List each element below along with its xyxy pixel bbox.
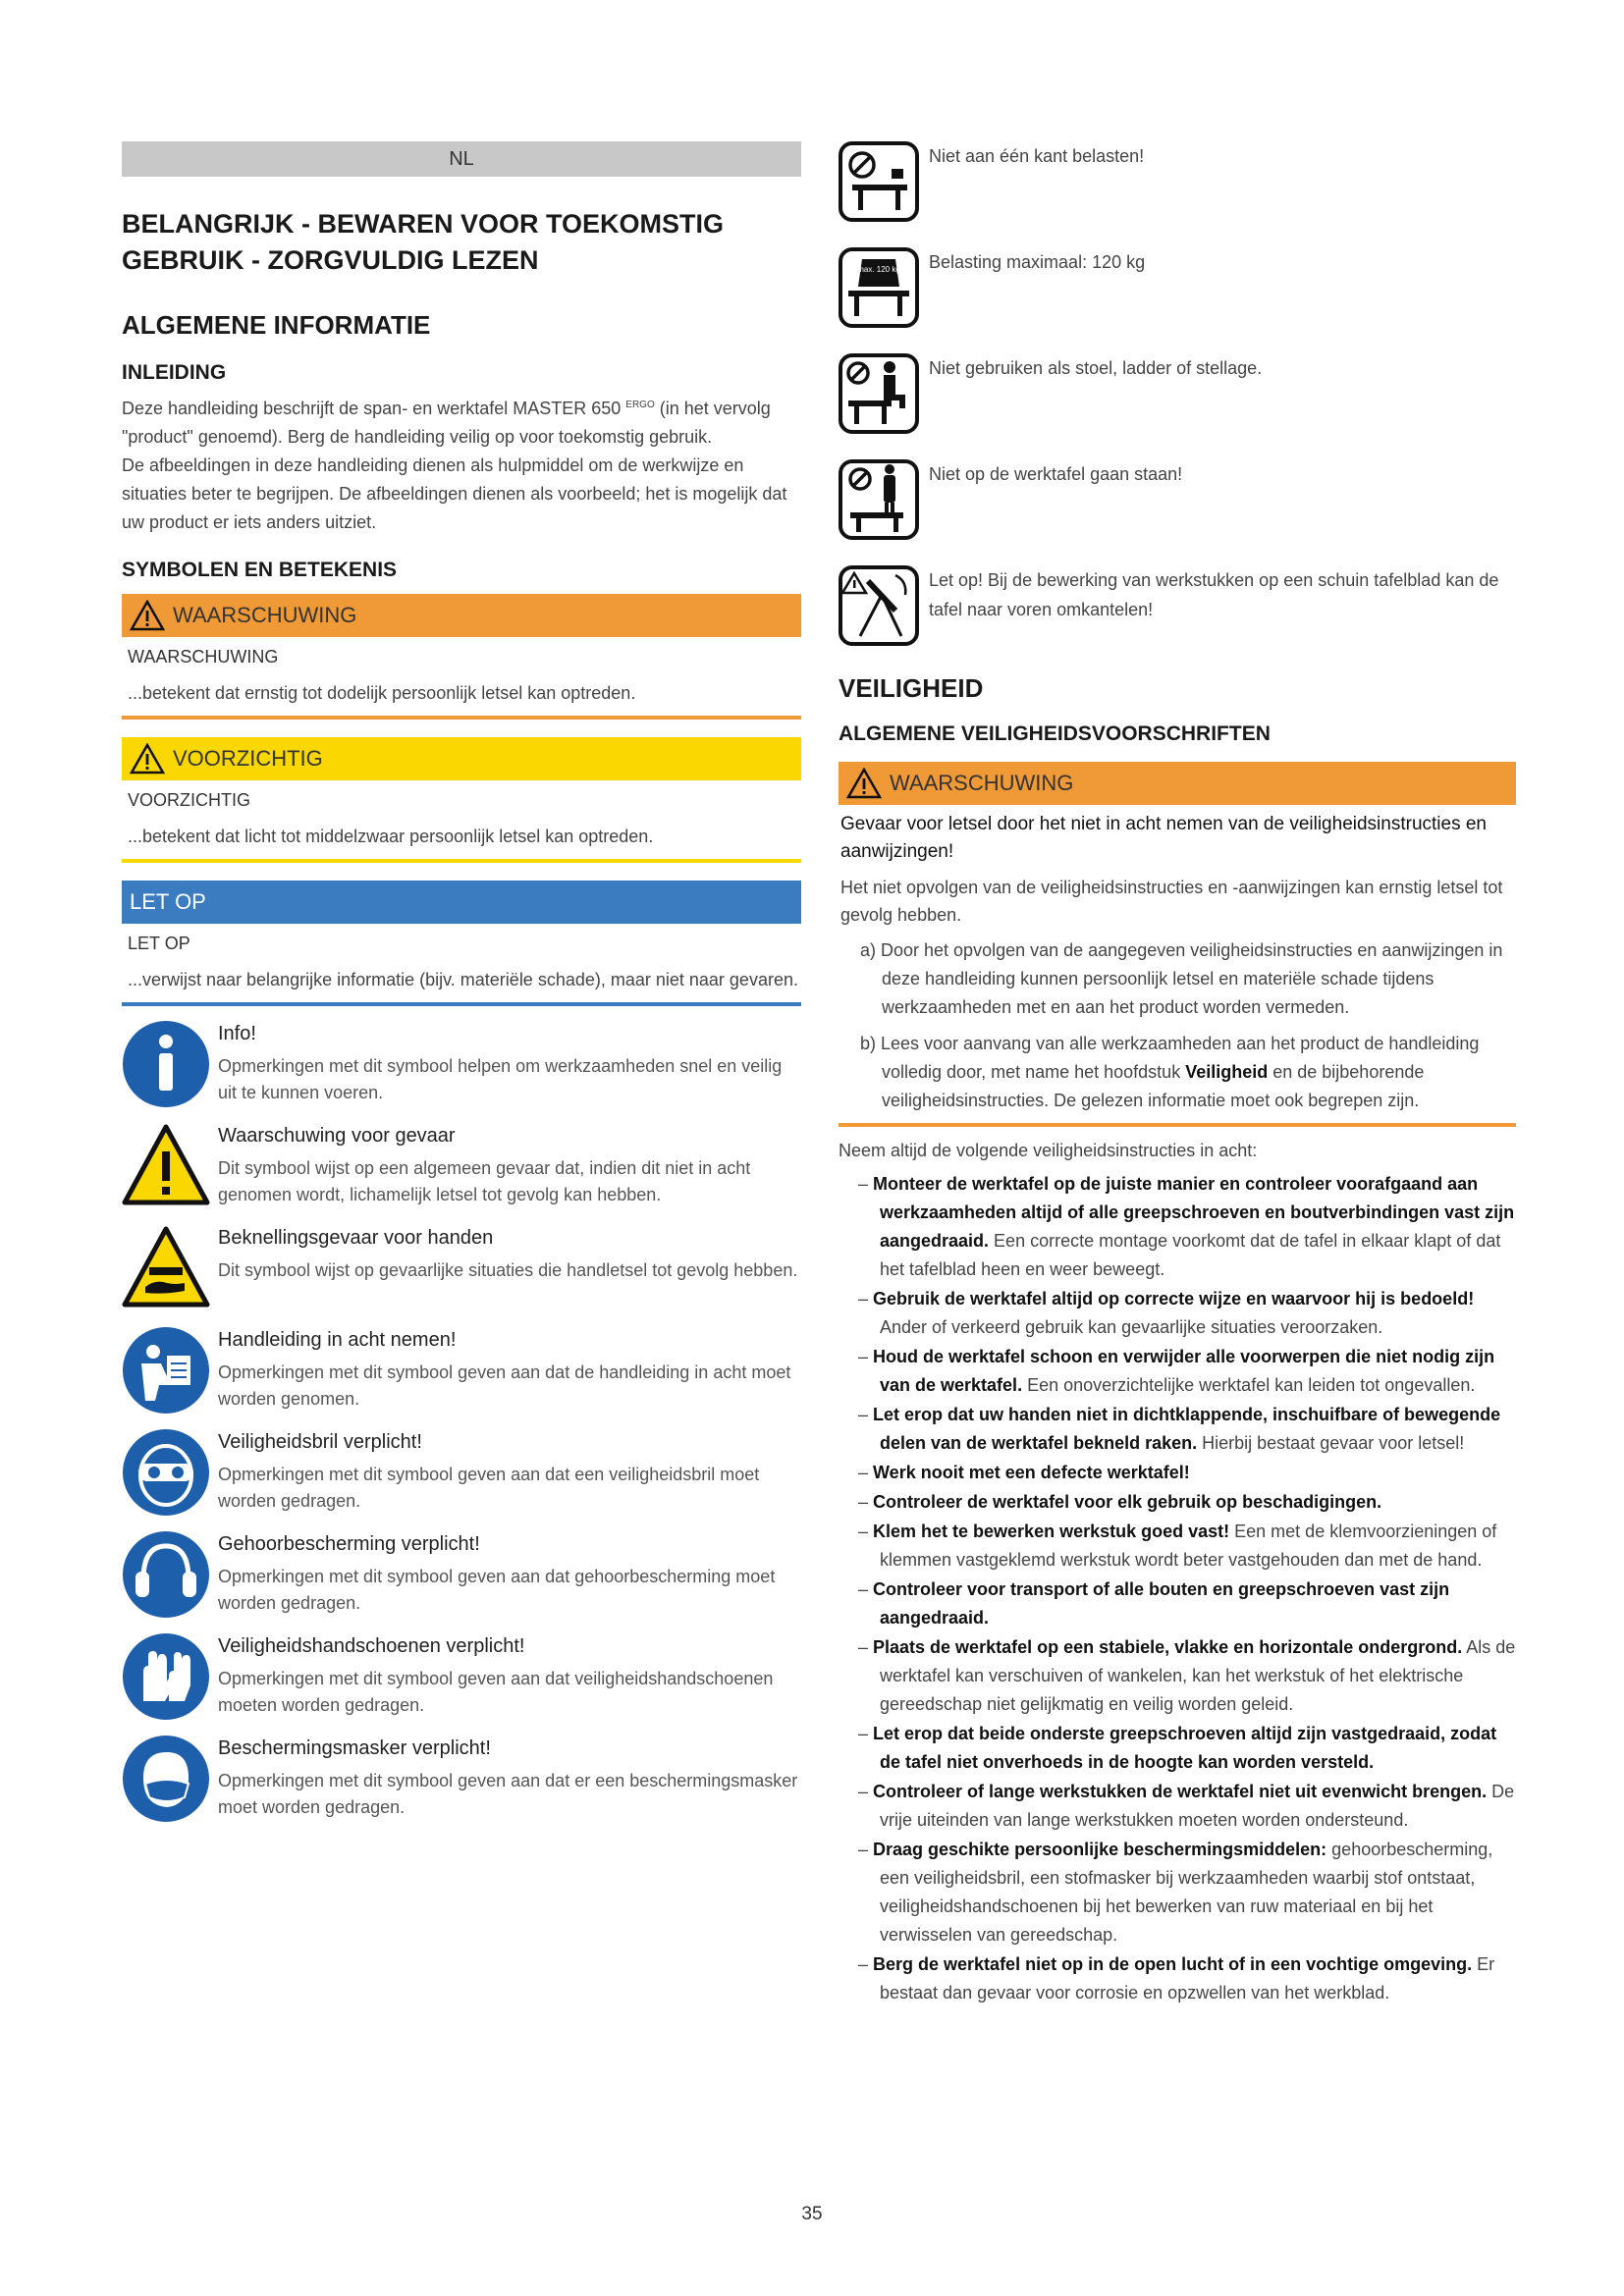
list-item: – Klem het te bewerken werkstuk goed vast! Een met de klemvoorzieningen of klemmen vastgeklemd werkstuk wordt beter vastgehouden dan met de hand. <box>858 1522 1497 1570</box>
safety-intro: Neem altijd de volgende veiligheidsinstructies in acht: <box>839 1141 1258 1160</box>
hazard-description: ...betekent dat ernstig tot dodelijk persoonlijk letsel kan optreden. <box>128 683 636 703</box>
symbol-row <box>122 1224 801 1312</box>
list-item: – Plaats de werktafel op een stabiele, vlakke en horizontale ondergrond. Als de werktafel kan verschuiven of wankelen, kan het werkstuk of het elektrische gereedschap niet gelijkmatig en veilig worden geleid. <box>858 1637 1516 1714</box>
warning-triangle-icon <box>130 743 165 774</box>
table-symbol-text: Niet op de werktafel gaan staan! <box>929 464 1183 484</box>
table-symbol-text: Niet aan één kant belasten! <box>929 146 1145 166</box>
list-item: – Berg de werktafel niet op in de open lucht of in een vochtige omgeving. Er bestaat dan gevaar voor corrosie en opzwellen van het werkblad. <box>858 1954 1495 2002</box>
symbol-title: Veiligheidsbril verplicht! <box>218 1431 422 1453</box>
hazard-label: LET OP <box>130 889 206 914</box>
table-symbol-row <box>839 247 1516 328</box>
list-item: – Werk nooit met een defecte werktafel! <box>858 1463 1190 1482</box>
hazard-sublabel: VOORZICHTIG <box>128 790 250 810</box>
symbol-title: Handleiding in acht nemen! <box>218 1329 457 1351</box>
hazard-bar-caution <box>122 737 801 780</box>
symbol-row <box>122 1326 801 1415</box>
table-symbol-row <box>839 141 1516 222</box>
safety-warning-bar <box>839 762 1516 805</box>
max-load-icon <box>839 247 919 328</box>
safety-warning-paragraph: Het niet opvolgen van de veiligheidsinstructies en -aanwijzingen kan ernstig letsel tot gevolg hebben. <box>840 878 1503 925</box>
intro-heading: INLEIDING <box>122 361 227 384</box>
symbol-row <box>122 1735 801 1823</box>
hazard-label: VOORZICHTIG <box>173 746 323 771</box>
hazard-sublabel: LET OP <box>128 934 190 953</box>
mask-icon <box>122 1735 210 1823</box>
symbol-title: Beknellingsgevaar voor handen <box>218 1227 494 1249</box>
page-number: 35 <box>801 2204 823 2224</box>
hazard-description: ...verwijst naar belangrijke informatie (bijv. materiële schade), maar niet naar gevaren. <box>128 970 798 989</box>
goggles-icon <box>122 1428 210 1517</box>
safety-warning-label: WAARSCHUWING <box>890 771 1074 795</box>
info-icon <box>122 1020 210 1108</box>
symbol-title: Gehoorbescherming verplicht! <box>218 1533 480 1555</box>
manual-icon <box>122 1326 210 1415</box>
list-item: – Monteer de werktafel op de juiste manier en controleer voorafgaand aan werkzaamheden altijd of alle greepschroeven en boutverbindingen vast zijn aangedraaid. Een correcte montage voorkomt dat de tafel in elkaar klapt of dat het tafelblad heen en weer beweegt. <box>858 1174 1515 1279</box>
tilt-warning-icon <box>839 565 919 646</box>
page-title: BELANGRIJK - BEWAREN VOOR TOEKOMSTIG GEBRUIK - ZORGVULDIG LEZEN <box>122 209 725 275</box>
list-item: – Houd de werktafel schoon en verwijder alle voorwerpen die niet nodig zijn van de werktafel. Een onoverzichtelijke werktafel kan leiden tot ongevallen. <box>858 1347 1495 1395</box>
list-item: – Gebruik de werktafel altijd op correcte wijze en waarvoor hij is bedoeld! Ander of verkeerd gebruik kan gevaarlijke situaties veroorzaken. <box>858 1289 1475 1337</box>
list-item: – Let erop dat uw handen niet in dichtklappende, inschuifbare of bewegende delen van de werktafel bekneld raken. Hierbij bestaat gevaar voor letsel! <box>858 1405 1501 1453</box>
warning-icon <box>122 1122 210 1210</box>
symbol-row <box>122 1632 801 1721</box>
hazard-label: WAARSCHUWING <box>173 603 357 627</box>
symbol-description: Opmerkingen met dit symbool helpen om werkzaamheden snel en veilig uit te kunnen voeren. <box>218 1056 783 1102</box>
symbol-description: Opmerkingen met dit symbool geven aan dat veiligheidshandschoenen moeten worden gedragen. <box>218 1669 774 1715</box>
one-side-load-icon <box>839 141 919 222</box>
gloves-icon <box>122 1632 210 1721</box>
list-item: – Controleer voor transport of alle bouten en greepschroeven vast zijn aangedraaid. <box>858 1579 1450 1628</box>
symbol-description: Dit symbool wijst op een algemeen gevaar dat, indien dit niet in acht genomen wordt, lichamelijk letsel tot gevolg kan hebben. <box>218 1158 751 1204</box>
symbol-description: Dit symbool wijst op gevaarlijke situaties die handletsel tot gevolg hebben. <box>218 1260 798 1280</box>
table-symbol-row <box>839 353 1516 434</box>
safety-item-a: a) Door het opvolgen van de aangegeven veiligheidsinstructies en aanwijzingen in deze handleiding kunnen persoonlijk letsel en materiële schade tijdens werkzaamheden met en aan het product worden vermeden. <box>860 940 1503 1017</box>
list-item: – Controleer de werktafel voor elk gebruik op beschadigingen. <box>858 1492 1382 1512</box>
right-column <box>839 141 1516 2008</box>
symbol-row <box>122 1122 801 1210</box>
symbol-row <box>122 1530 801 1619</box>
list-item: – Controleer of lange werkstukken de werktafel niet uit evenwicht brengen. De vrije uiteinden van lange werkstukken moeten worden ondersteund. <box>858 1782 1515 1830</box>
hazard-bar-notice <box>122 881 801 924</box>
list-item: – Let erop dat beide onderste greepschroeven altijd zijn vastgedraaid, zodat de tafel niet onverhoeds in de hoogte kan worden versteld. <box>858 1724 1497 1772</box>
symbol-description: Opmerkingen met dit symbool geven aan dat een veiligheidsbril moet worden gedragen. <box>218 1465 760 1511</box>
table-symbol-row <box>839 459 1516 540</box>
symbol-description: Opmerkingen met dit symbool geven aan dat gehoorbescherming moet worden gedragen. <box>218 1567 776 1613</box>
weight-label: max. 120 kg <box>857 265 900 274</box>
table-symbol-text: Belasting maximaal: 120 kg <box>929 252 1146 272</box>
symbol-title: Waarschuwing voor gevaar <box>218 1125 456 1147</box>
safety-bullet-list <box>839 1170 1516 2007</box>
no-sitting-icon <box>839 353 919 434</box>
hand-crush-icon <box>122 1224 210 1312</box>
symbol-description: Opmerkingen met dit symbool geven aan dat er een beschermingsmasker moet worden gedragen. <box>218 1771 798 1817</box>
table-symbol-text: Niet gebruiken als stoel, ladder of stellage. <box>929 358 1263 378</box>
divider <box>839 1123 1516 1127</box>
safety-warning-title: Gevaar voor letsel door het niet in acht nemen van de veiligheidsinstructies en aanwijzingen! <box>840 814 1487 862</box>
symbol-row <box>122 1020 801 1108</box>
safety-subheading: ALGEMENE VEILIGHEIDSVOORSCHRIFTEN <box>839 722 1271 745</box>
intro-paragraph-2: De afbeeldingen in deze handleiding dienen als hulpmiddel om de werkwijze en situaties beter te begrijpen. De afbeeldingen dienen als voorbeeld; het is mogelijk dat uw product er iets anders uitziet. <box>122 455 787 532</box>
language-bar: NL <box>122 141 801 177</box>
general-heading: ALGEMENE INFORMATIE <box>122 310 431 340</box>
symbol-title: Veiligheidshandschoenen verplicht! <box>218 1635 525 1657</box>
symbol-title: Info! <box>218 1023 256 1044</box>
symbol-title: Beschermingsmasker verplicht! <box>218 1737 491 1759</box>
divider <box>122 716 801 720</box>
list-item: – Draag geschikte persoonlijke beschermingsmiddelen: gehoorbescherming, een veiligheidsbril, een stofmasker bij werkzaamheden waarbij stof ontstaat, veiligheidshandschoenen bij het bewerken van ruw materiaal en bij het verwisselen van gereedschap. <box>858 1840 1493 1945</box>
symbol-description: Opmerkingen met dit symbool geven aan dat de handleiding in acht moet worden genomen. <box>218 1362 791 1409</box>
intro-paragraph-1: Deze handleiding beschrijft de span- en werktafel MASTER 650 $^{ERGO}$ (in het vervolg "product" genoemd). Berg de handleiding veilig op voor toekomstig gebruik. <box>122 399 771 447</box>
divider <box>122 1002 801 1006</box>
no-standing-icon <box>839 459 919 540</box>
table-symbol-text: Let op! Bij de bewerking van werkstukken op een schuin tafelblad kan de tafel naar voren omkantelen! <box>929 570 1499 619</box>
warning-triangle-icon <box>846 768 882 799</box>
symbols-heading: SYMBOLEN EN BETEKENIS <box>122 559 398 581</box>
table-symbol-row <box>839 565 1516 646</box>
ear-protection-icon <box>122 1530 210 1619</box>
safety-item-b: b) Lees voor aanvang van alle werkzaamheden aan het product de handleiding volledig door, met name het hoofdstuk Veiligheid en de bijbehorende veiligheidsinstructies. De gelezen informatie moet ook begrepen zijn. <box>860 1034 1480 1110</box>
warning-triangle-icon <box>130 600 165 631</box>
hazard-bar-warning <box>122 594 801 637</box>
left-column <box>122 141 801 1823</box>
hazard-description: ...betekent dat licht tot middelzwaar persoonlijk letsel kan optreden. <box>128 827 654 846</box>
symbol-row <box>122 1428 801 1517</box>
hazard-sublabel: WAARSCHUWING <box>128 647 279 667</box>
divider <box>122 859 801 863</box>
safety-heading: VEILIGHEID <box>839 673 984 703</box>
